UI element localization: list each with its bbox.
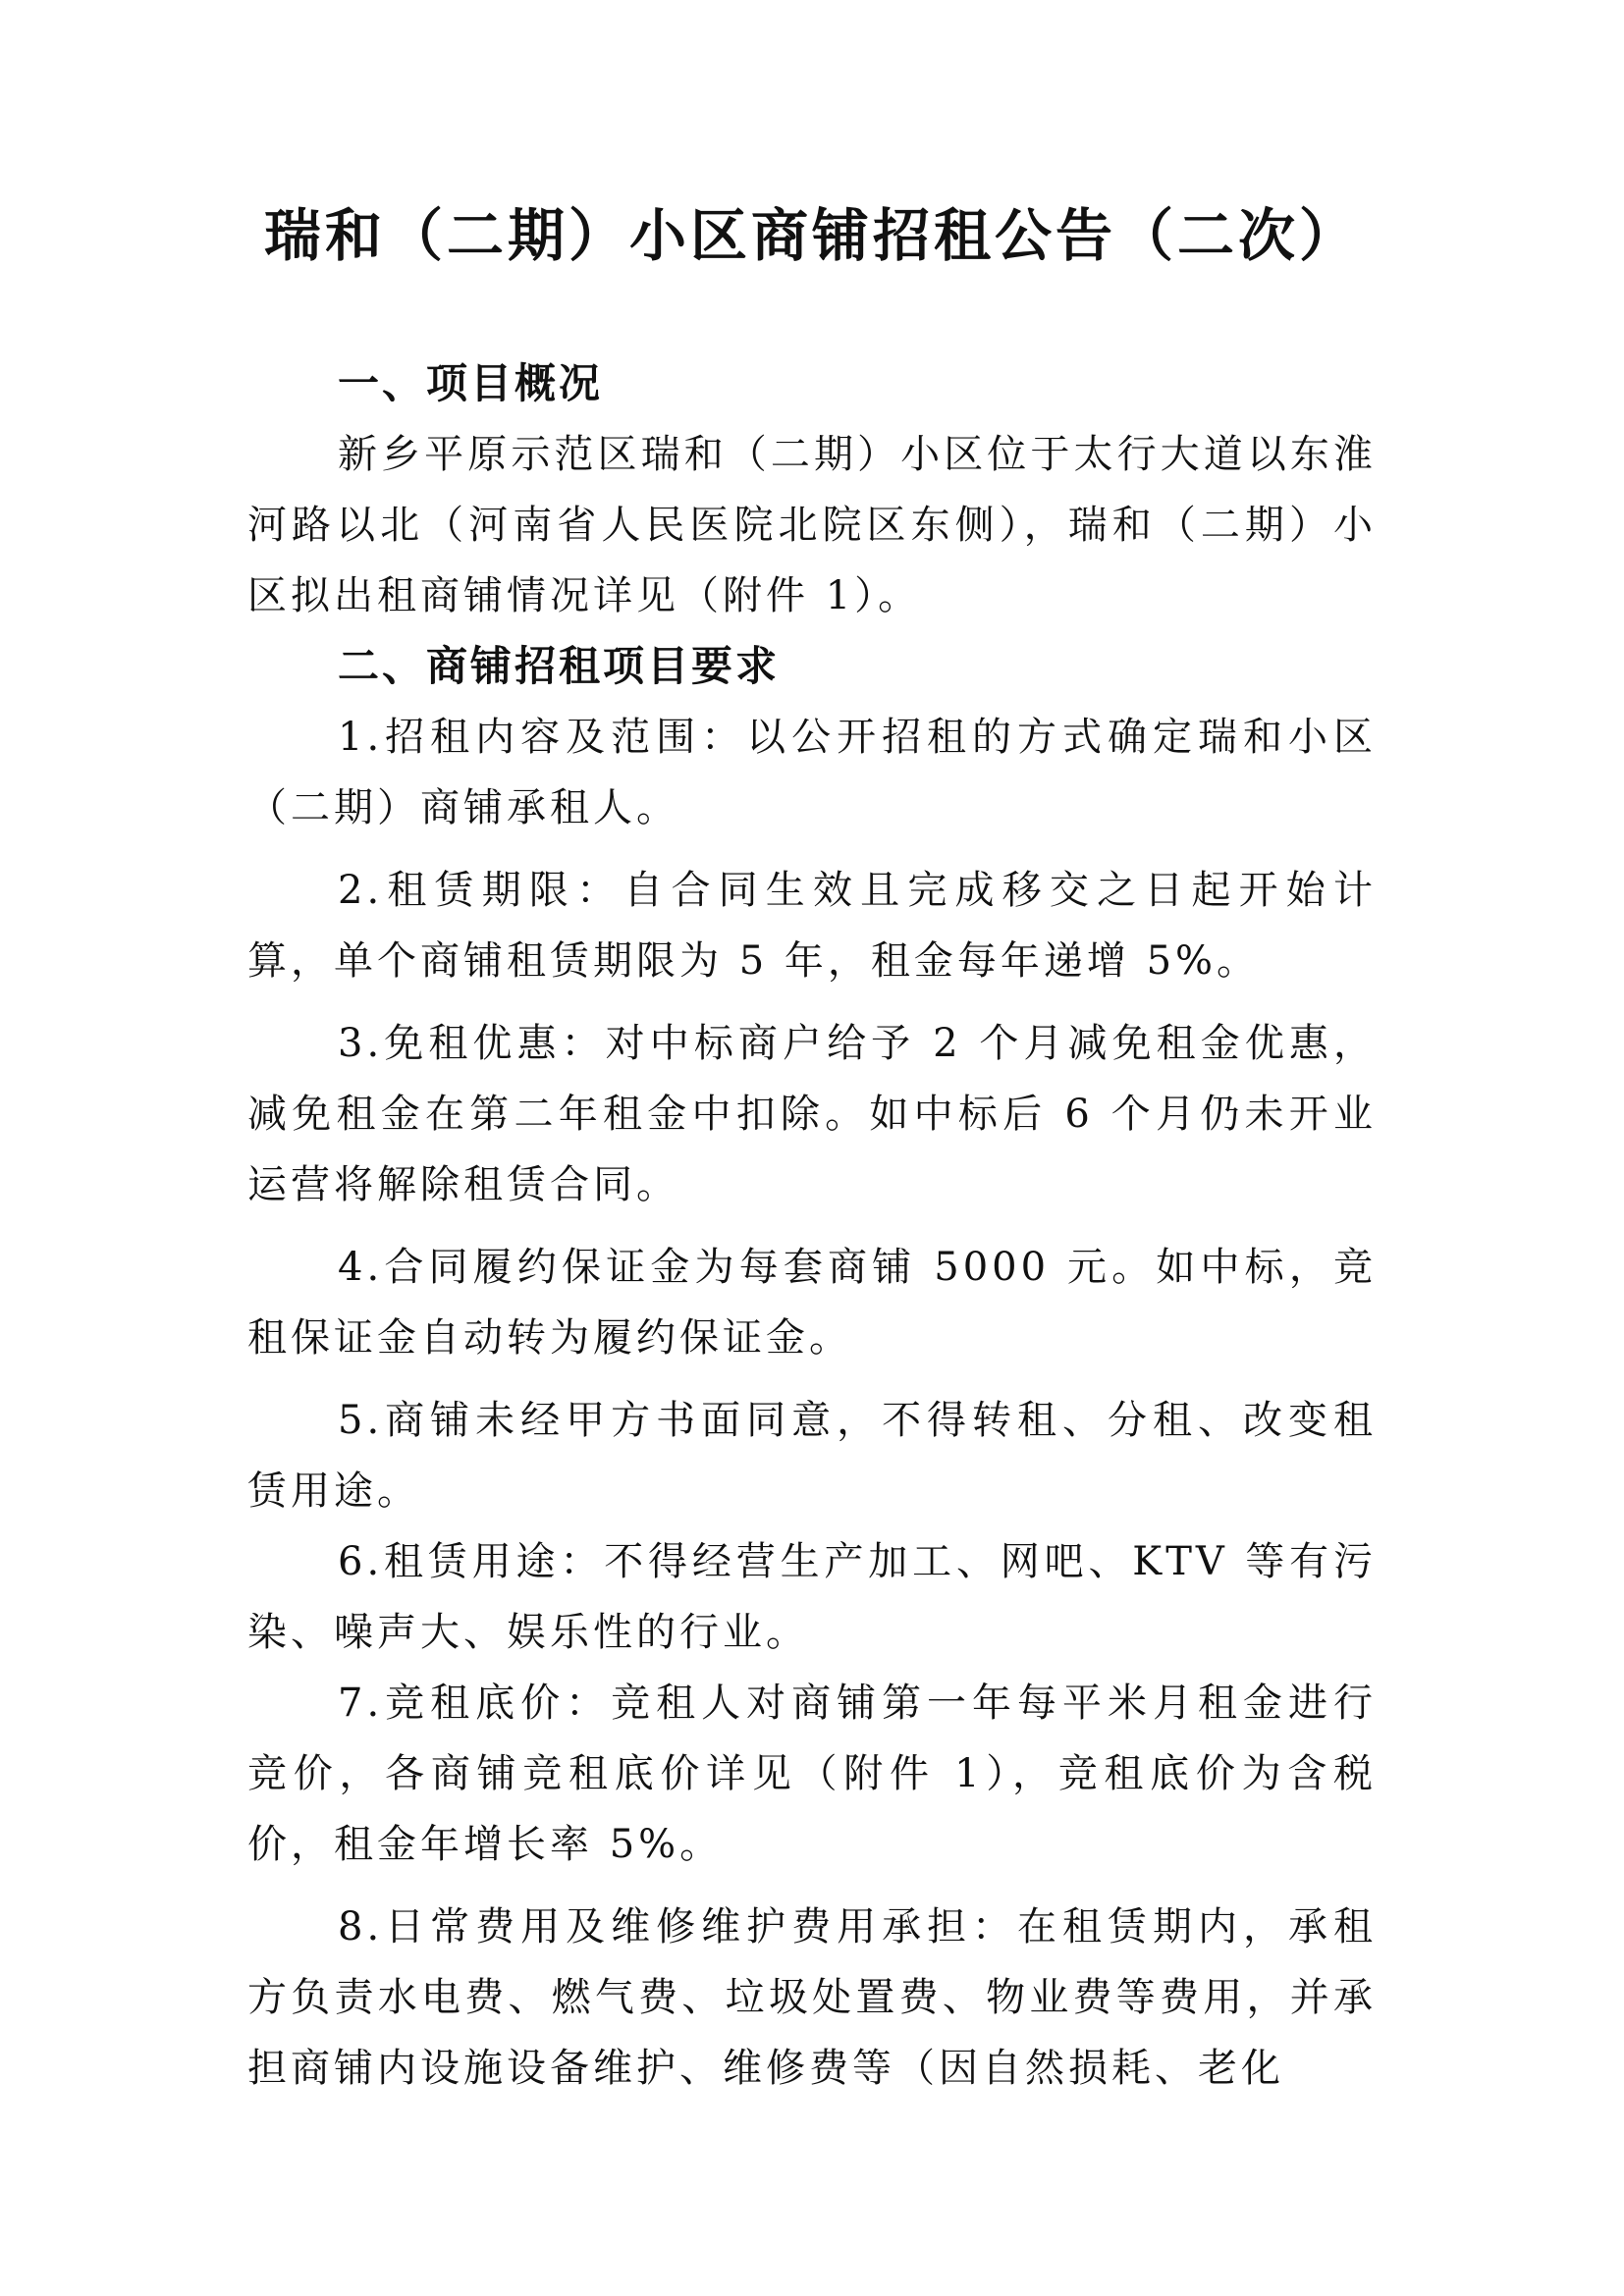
section-heading: 二、商铺招租项目要求 — [338, 642, 781, 690]
paragraph-item-4: 4.合同履约保证金为每套商铺 5000 元。如中标，竞租保证金自动转为履约保证金。 — [247, 1245, 1377, 1361]
paragraph-item-8: 8.日常费用及维修维护费用承担：在租赁期内，承租方负责水电费、燃气费、垃圾处置费、物业费等费用，并承担商铺内设施设备维护、维修费等（因自然损耗、老化 — [247, 1904, 1377, 2091]
section-heading: 一、项目概况 — [338, 359, 604, 407]
document-body — [247, 348, 1377, 2104]
paragraph-item-2: 2.租赁期限：自合同生效且完成移交之日起开始计算，单个商铺租赁期限为 5 年，租金每年递增 5%。 — [247, 868, 1377, 984]
document-title: 瑞和（二期）小区商铺招租公告（二次） — [263, 202, 1360, 269]
paragraph-item-5: 5.商铺未经甲方书面同意，不得转租、分租、改变租赁用途。 — [247, 1398, 1377, 1514]
paragraph-item-7: 7.竞租底价：竞租人对商铺第一年每平米月租金进行竞价，各商铺竞租底价详见（附件 1），竞租底价为含税价，租金年增长率 5%。 — [247, 1681, 1377, 1867]
paragraph-item-3: 3.免租优惠：对中标商户给予 2 个月减免租金优惠，减免租金在第二年租金中扣除。如中标后 6 个月仍未开业运营将解除租赁合同。 — [247, 1021, 1377, 1207]
paragraph: 新乡平原示范区瑞和（二期）小区位于太行大道以东淮河路以北（河南省人民医院北院区东侧），瑞和（二期）小区拟出租商铺情况详见（附件 1）。 — [247, 432, 1377, 618]
section-leasing-requirements — [247, 631, 1377, 2104]
section-project-overview — [247, 348, 1377, 631]
paragraph-item-1: 1.招租内容及范围：以公开招租的方式确定瑞和小区（二期）商铺承租人。 — [247, 715, 1377, 830]
paragraph-item-6: 6.租赁用途：不得经营生产加工、网吧、KTV 等有污染、噪声大、娱乐性的行业。 — [247, 1539, 1377, 1655]
